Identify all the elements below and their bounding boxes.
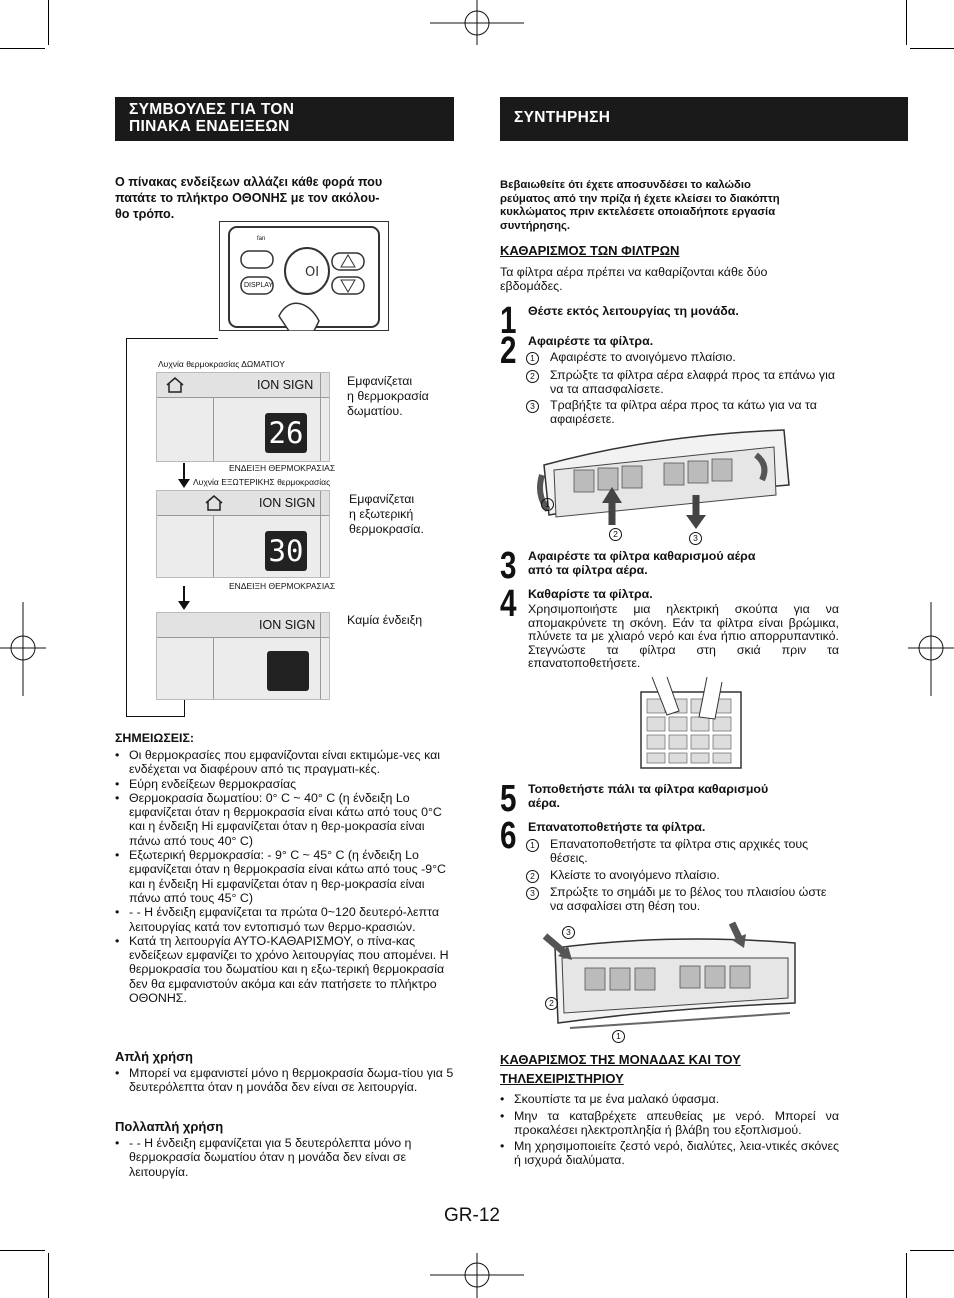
ion-sign-label: ION SIGN: [259, 618, 316, 632]
lcd-readout: 26: [265, 413, 307, 453]
desc-line: Εμφανίζεται: [349, 492, 415, 506]
substep: [526, 398, 839, 426]
panel-edge: [320, 613, 329, 699]
step-marker: 2: [526, 370, 539, 383]
display-panel-room: [156, 372, 330, 462]
substep: [526, 368, 839, 396]
note-subitem-text: Εξωτερική θερμοκρασία: - 9° C ~ 45° C (η ένδειξη Lo εμφανίζεται όταν η θερμοκρασία είναι κάτω από τους -9°C και η ένδειξη Hi εμφανίζεται όταν η θερ-μοκρασία είναι πάνω από τους 45° C): [129, 848, 446, 905]
warning-line: κυκλώματος πριν εκτελέσετε οποιαδήποτε εργασία: [500, 206, 776, 218]
substep-text: Αφαιρέστε το ανοιγόμενο πλαίσιο.: [550, 350, 736, 364]
step-title: Επανατοποθετήστε τα φίλτρα.: [528, 820, 706, 834]
substep-text: Τραβήξτε τα φίλτρα αέρα προς τα κάτω για να τα αφαιρέσετε.: [550, 398, 817, 426]
unit-cleaning-list: [500, 1093, 839, 1168]
filters-line: Τα φίλτρα αέρα πρέπει να καθαρίζονται κάθε δύο: [500, 265, 768, 279]
filters-line: εβδομάδες.: [500, 278, 563, 293]
filters-text: [500, 266, 839, 293]
panel-caption: Λυχνία θερμοκρασίας ΔΩΜΑΤΙΟΥ: [158, 359, 285, 369]
step-title-line: Αφαιρέστε τα φίλτρα καθαρισμού αέρα: [528, 549, 756, 563]
multi-use-item: • - - Η ένδειξη εμφανίζεται για 5 δευτερόλεπτα μόνο η θερμοκρασία δωματίου όταν η μονάδα δεν είναι σε λειτουργία.: [115, 1136, 454, 1179]
desc-line: η θερμοκρασία: [347, 389, 429, 403]
note-item: • Οι θερμοκρασίες που εμφανίζονται είναι εκτιμώμε-νες και ενδέχεται να διαφέρουν από τις πραγματι-κές.: [115, 748, 454, 777]
panel-caption: ΕΝΔΕΙΞΗ ΘΕΡΜΟΚΡΑΣΙΑΣ: [229, 581, 336, 591]
simple-use-title: Απλή χρήση: [115, 1049, 193, 1064]
note-item: • Εύρη ενδείξεων θερμοκρασίας: [115, 777, 454, 791]
panel-divider: [213, 637, 214, 699]
substep: [526, 869, 839, 883]
step-title: Καθαρίστε τα φίλτρα.: [528, 587, 653, 601]
step-title: Θέστε εκτός λειτουργίας τη μονάδα.: [528, 304, 739, 318]
desc-line: δωματίου.: [347, 404, 403, 418]
marker-label: 1: [612, 1030, 625, 1043]
warning-line: συντήρησης.: [500, 219, 571, 232]
step-title: Αφαιρέστε τα φίλτρα.: [528, 334, 654, 348]
step-marker: 3: [526, 400, 539, 413]
warning-text: [500, 179, 839, 233]
step-number: 3: [500, 545, 517, 587]
unit-cleaning-item: • Μην τα καταβρέχετε απευθείας με νερό. Μπορεί να προκαλέσει ηλεκτροπληξία ή βλάβη του εξοπλισμού.: [500, 1110, 839, 1138]
lcd-blank: [267, 651, 309, 691]
marker-label: 3: [562, 926, 575, 939]
marker-label: 3: [689, 532, 702, 545]
ion-sign-label: ION SIGN: [257, 378, 314, 392]
section-header-display-tips: [115, 97, 454, 141]
step-marker: 1: [526, 839, 539, 852]
step-title-line: αέρα.: [528, 796, 560, 810]
step-title-line: από τα φίλτρα αέρα.: [528, 563, 648, 577]
ac-unit-filter-refit-illustration: [540, 918, 800, 1043]
notes-title: ΣΗΜΕΙΩΣΕΙΣ:: [115, 731, 195, 745]
desc-line: θερμοκρασία.: [349, 522, 424, 536]
step-marker: 1: [526, 352, 539, 365]
fan-label: fan: [257, 236, 266, 242]
step-number: 5: [500, 778, 517, 820]
title-line: ΤΗΛΕΧΕΙΡΙΣΤΗΡΙΟΥ: [500, 1071, 624, 1086]
house-outside-icon: [203, 494, 225, 512]
panel-edge: [320, 373, 329, 461]
bracket-line: [126, 338, 127, 716]
step-marker: 3: [526, 887, 539, 900]
display-panel-none: [156, 612, 330, 700]
multi-use-title: Πολλαπλή χρήση: [115, 1119, 224, 1134]
step-text: Χρησιμοποιήστε μια ηλεκτρική σκούπα για να απομακρύνετε τη σκόνη. Εάν τα φίλτρα είναι βρώμικα, πλύνετε τα με χλιαρό νερό και ένα ήπιο απορρυπαντικό. Στεγνώστε τα φίλτρα στη σκιά πριν τα επανατοποθετήσετε.: [528, 602, 839, 671]
filter-vacuum-illustration: [637, 677, 745, 771]
unit-cleaning-title: [500, 1050, 741, 1088]
panel-description: [349, 492, 424, 537]
marker-label: 2: [609, 528, 622, 541]
substep: [526, 351, 839, 365]
header-line: ΠΙΝΑΚΑ ΕΝΔΕΙΞΕΩΝ: [129, 118, 290, 135]
multi-use-list: [115, 1136, 454, 1179]
ac-unit-filter-removal-illustration: [534, 425, 794, 545]
panel-divider: [213, 397, 214, 461]
step-title: [528, 782, 839, 810]
panel-caption: Λυχνία ΕΞΩΤΕΡΙΚΗΣ θερμοκρασίας: [193, 477, 331, 487]
step-number: 4: [500, 583, 517, 625]
unit-cleaning-item: • Σκουπίστε τα με ένα μαλακό ύφασμα.: [500, 1093, 839, 1107]
step-number: 6: [500, 815, 517, 857]
filters-title: ΚΑΘΑΡΙΣΜΟΣ ΤΩΝ ΦΙΛΤΡΩΝ: [500, 243, 680, 258]
panel-edge: [320, 491, 329, 577]
panel-description: Καμία ένδειξη: [347, 613, 423, 627]
down-arrow-icon: [183, 463, 185, 480]
note-item: • Κατά τη λειτουργία ΑΥΤΟ-ΚΑΘΑΡΙΣΜΟΥ, ο πίνα-κας ενδείξεων εμφανίζει το χρόνο λειτουργίας που απομένει. Η θερμοκρασία του δωματίου και η εξω-τερική θερμοκρασία δεν θα εμφανιστούν ακόμα και εάν πατήσετε το πλήκτρο ΟΘΟΝΗΣ.: [115, 934, 454, 1005]
step-number: 2: [500, 330, 517, 372]
marker-label: 2: [545, 997, 558, 1010]
substep: [526, 885, 839, 913]
ion-sign-label: ION SIGN: [259, 496, 316, 510]
step-title-line: Τοποθετήστε πάλι τα φίλτρα καθαρισμού: [528, 782, 769, 796]
bracket-line: [126, 338, 218, 339]
intro-line: πατάτε το πλήκτρο ΟΘΟΝΗΣ με τον ακόλου-: [115, 191, 380, 205]
note-item: • - - Η ένδειξη εμφανίζεται τα πρώτα 0~120 δευτερό-λεπτα λειτουργίας κατά τον εντοπισμό των θερμο-κρασιών.: [115, 905, 454, 934]
header-line: ΣΥΜΒΟΥΛΕΣ ΓΙΑ ΤΟΝ: [129, 101, 295, 118]
substep: [526, 837, 839, 865]
header-line: ΣΥΝΤΗΡΗΣΗ: [514, 109, 611, 126]
simple-use-item: • Μπορεί να εμφανιστεί μόνο η θερμοκρασία δωμα-τίου για 5 δευτερόλεπτα όταν η μονάδα δεν είναι σε λειτουργία.: [115, 1066, 454, 1095]
substep-text: Σπρώξτε τα φίλτρα αέρα ελαφρά προς τα επάνω για να τα απασφαλίσετε.: [550, 368, 836, 396]
bracket-line: [126, 716, 184, 717]
section-header-maintenance: [500, 97, 908, 141]
panel-divider: [213, 515, 214, 577]
step-title: [528, 549, 839, 577]
display-panel-outdoor: [156, 490, 330, 578]
lcd-readout: 30: [265, 531, 307, 571]
title-line: ΚΑΘΑΡΙΣΜΟΣ ΤΗΣ ΜΟΝΑΔΑΣ ΚΑΙ ΤΟΥ: [500, 1052, 741, 1067]
remote-control-illustration: [219, 221, 389, 331]
warning-line: ρεύματος από την πρίζα ή έχετε κλείσει το διακόπτη: [500, 192, 780, 205]
note-subitem-text: Θερμοκρασία δωματίου: 0° C ~ 40° C (η ένδειξη Lo εμφανίζεται όταν η θερμοκρασία είναι κάτω από τους 0°C και η ένδειξη Hi εμφανίζεται όταν η θερ-μοκρασία είναι πάνω από τους 40° C): [129, 790, 442, 848]
note-subitem: [115, 848, 454, 905]
house-icon: [165, 376, 185, 394]
step-number: 1: [500, 300, 517, 342]
step-marker: 2: [526, 870, 539, 883]
note-subitem: [115, 791, 454, 848]
display-button-label[interactable]: DISPLAY: [244, 282, 274, 289]
substep-text: Επανατοποθετήστε τα φίλτρα στις αρχικές τους θέσεις.: [550, 837, 809, 865]
desc-line: Εμφανίζεται: [347, 374, 413, 388]
substep-text: Σπρώξτε το σημάδι με το βέλος του πλαισίου ώστε να ασφαλίσει στη θέση του.: [550, 885, 827, 913]
desc-line: η εξωτερική: [349, 507, 414, 521]
notes-list: [115, 748, 454, 1005]
down-arrow-icon: [183, 586, 185, 602]
marker-label: 1: [541, 498, 554, 511]
intro-line: θο τρόπο.: [115, 207, 175, 221]
bracket-line: [184, 700, 185, 717]
panel-description: [347, 374, 429, 419]
intro-text: [115, 174, 460, 222]
panel-caption: ΕΝΔΕΙΞΗ ΘΕΡΜΟΚΡΑΣΙΑΣ: [229, 463, 336, 473]
simple-use-list: [115, 1066, 454, 1095]
page-number: GR-12: [444, 1205, 500, 1226]
intro-line: Ο πίνακας ενδείξεων αλλάζει κάθε φορά που: [115, 175, 383, 189]
substep-text: Κλείστε το ανοιγόμενο πλαίσιο.: [550, 868, 720, 882]
warning-line: Βεβαιωθείτε ότι έχετε αποσυνδέσει το καλώδιο: [500, 179, 751, 191]
unit-cleaning-item: • Μη χρησιμοποιείτε ζεστό νερό, διαλύτες, λεια-ντικές σκόνες ή ισχυρά διαλύματα.: [500, 1140, 839, 1168]
svg-text:OI: OI: [305, 265, 320, 280]
